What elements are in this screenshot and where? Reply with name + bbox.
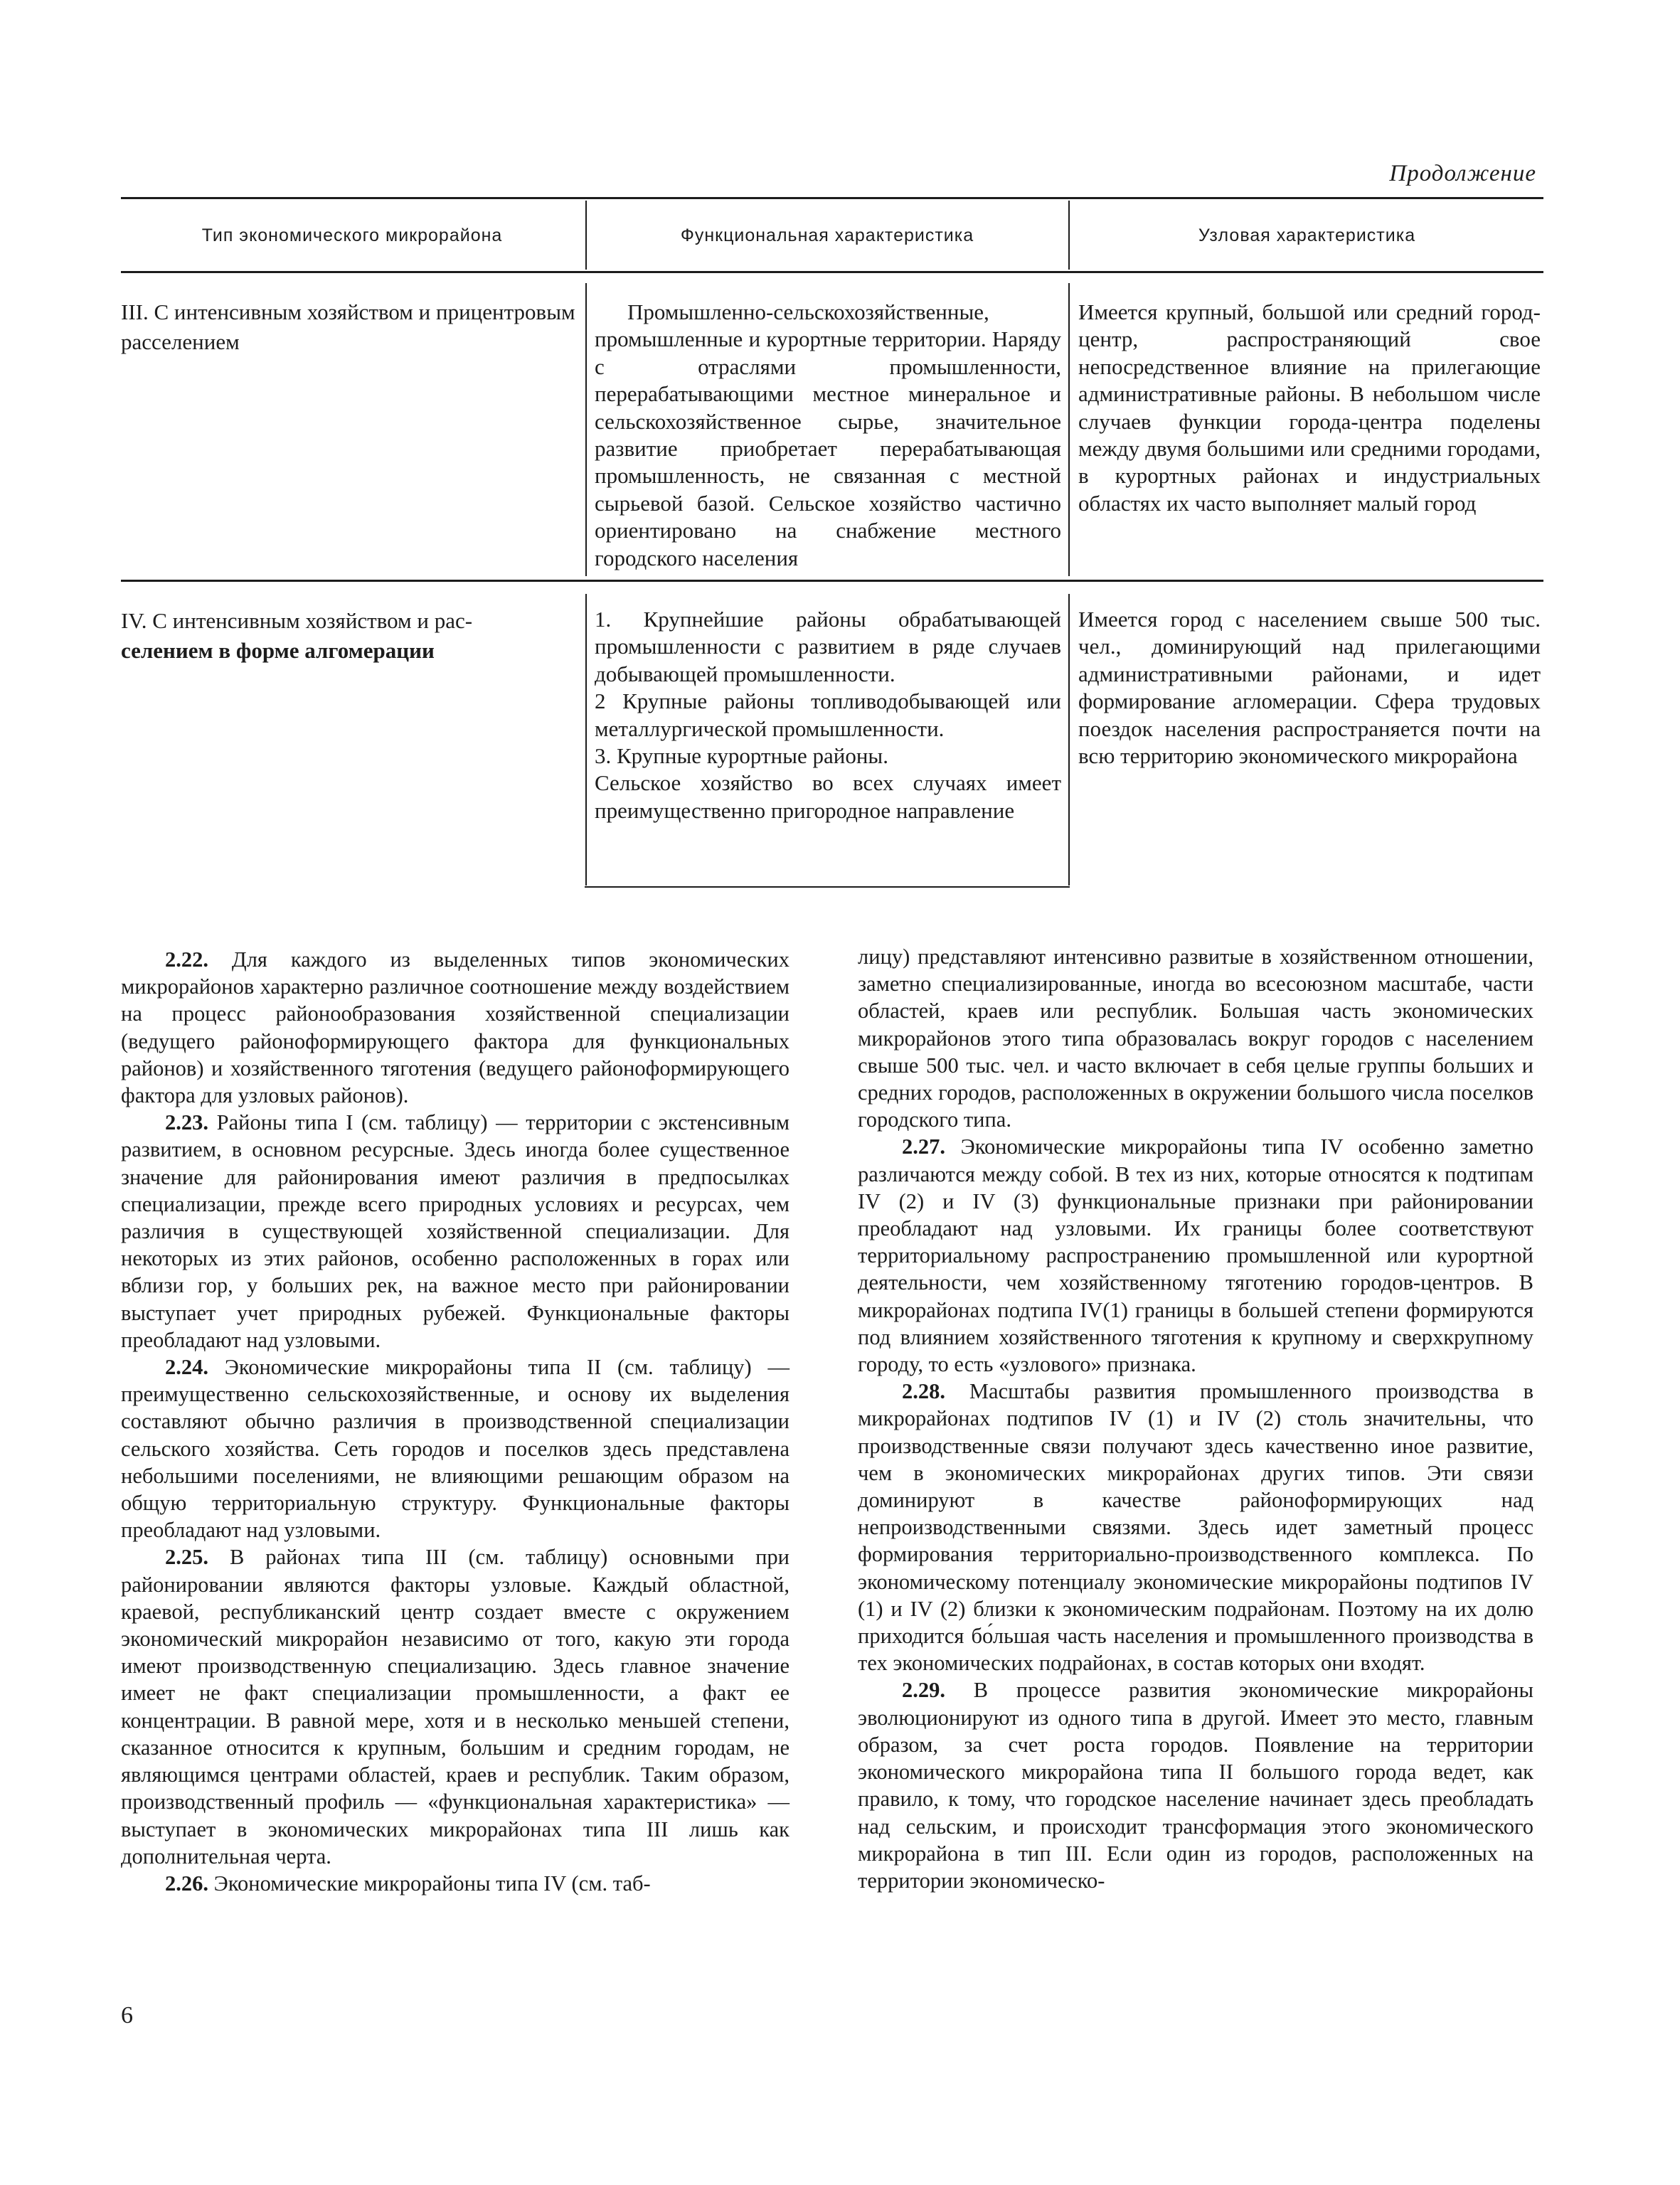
paragraph: 2.26. Экономические микрорайоны типа IV (см. таб- xyxy=(165,1871,651,1896)
table-row-nodal: Имеется город с населением свыше 500 тыс. чел., доминирующий над прилегающими административными районами, и идет формирование агломерации. Сфера трудовых поездок населения распространяется почти на всю территорию экономического микрорайона xyxy=(1078,607,1541,769)
table-column-divider xyxy=(1068,283,1070,576)
table-header-type: Тип экономического микрорайона xyxy=(201,225,503,245)
paragraph: 2.24. Экономические микрорайоны типа II (см. таблицу) — преимущественно сельскохозяйственные, и основу их выделения составляют обычно различия в производственной специализации сельского хозяйства. Сеть городов и поселков здесь представлена небольшими поселениями, не влияющими решающим образом на общую территориальную структуру. Функциональные факторы преобладают над узловыми. xyxy=(121,1355,790,1543)
table-row-functional xyxy=(595,606,1061,824)
list-item: 1. Крупнейшие районы обрабатывающей промышленности с развитием в ряде случаев добывающей промышленности. xyxy=(595,607,1061,686)
right-column xyxy=(858,943,1533,1894)
paragraph: 2.25. В районах типа III (см. таблицу) основными при районировании являются факторы узловые. Каждый областной, краевой, республиканский центр создает вместе с окружением экономический микрорайон независимо от того, какую эти города имеют производственную специализацию. Здесь главное значение имеет не факт специализации промышленности, а факт ее концентрации. В равной мере, хотя и в несколько меньшей степени, сказанное относится к крупным, большим и средним городам, не являющимся центрами областей, краев и республик. Таким образом, производственный профиль — «функциональная характеристика» — выступает в экономических микрорайонах типа III лишь как дополнительная черта. xyxy=(121,1545,790,1868)
table-row-type: III. С интенсивным хозяйством и прицентровым расселением xyxy=(121,299,575,354)
left-column xyxy=(121,946,790,1897)
paragraph: 2.22. Для каждого из выделенных типов экономических микрорайонов характерно различное соотношение между воздействием на процесс районообразования хозяйственной специализации (ведущего районоформирующего фактора для функциональных районов) и хозяйственного тяготения (ведущего районоформирующего фактора для узловых районов). xyxy=(121,947,790,1108)
list-item: 3. Крупные курортные районы. xyxy=(595,743,888,769)
table-column-divider xyxy=(585,201,587,270)
paragraph: 2.28. Масштабы развития промышленного производства в микрорайонах подтипов IV (1) и IV (2) столь значительны, что производственные связи получают здесь качественно иное развитие, чем в экономических микрорайонах других типов. Эти связи доминируют в качестве районоформирующих над непроизводственными связями. Здесь идет заметный процесс формирования территориально-производственного комплекса. По экономическому потенциалу экономические микрорайоны подтипов IV (1) и IV (2) близки к экономическим подрайонам. Поэтому на их долю приходится бо́льшая часть населения и промышленного производства в тех экономических подрайонах, в состав которых они входят. xyxy=(858,1379,1534,1676)
table-row-type: IV. С интенсивным хозяйством и рас- селением в форме алгомерации xyxy=(121,608,473,663)
table-bottom-rule xyxy=(585,886,1070,888)
table-row-nodal: Имеется крупный, большой или средний город-центр, распространяющий свое непосредственное влияние на прилегающие административные районы. В небольшом числе случаев функции города-центра поделены между двумя большими или средними городами, в курортных районах и индустриальных областях их часто выполняет малый город xyxy=(1078,299,1541,516)
continued-label: Продолжение xyxy=(1389,161,1536,186)
table-column-divider xyxy=(1068,201,1070,270)
list-item: Сельское хозяйство во всех случаях имеет преимущественно пригородное направление xyxy=(595,770,1061,823)
page-number: 6 xyxy=(121,2002,133,2029)
table-row-separator xyxy=(121,580,1543,582)
table-row-functional: Промышленно-сельскохозяйственные, промышленные и курортные территории. Наряду с отраслями промышленности, перерабатывающими местное минеральное и сельскохозяйственное сырье, значительное развитие приобретает перерабатывающая промышленность, не связанная с местной сырьевой базой. Сельское хозяйство частично ориентировано на снабжение местного городского населения xyxy=(595,299,1061,570)
table-header-rule xyxy=(121,271,1543,273)
list-item: 2 Крупные районы топливодобывающей или металлургической промышленности. xyxy=(595,689,1061,741)
table-header-functional: Функциональная характеристика xyxy=(680,225,974,245)
table-column-divider xyxy=(1068,594,1070,886)
paragraph: 2.29. В процессе развития экономические микрорайоны эволюционируют из одного типа в другой. Имеет это место, главным образом, за счет роста городов. Появление на территории экономического микрорайона типа II большого города ведет, как правило, к тому, что городское население начинает здесь преобладать над сельским, и происходит трансформация этого экономического микрорайона в тип III. Если один из городов, расположенных на территории экономическо- xyxy=(858,1678,1534,1893)
table-column-divider xyxy=(585,283,587,576)
table-column-divider xyxy=(585,594,587,886)
paragraph: 2.27. Экономические микрорайоны типа IV особенно заметно различаются между собой. В тех из них, которые относятся к подтипам IV (2) и IV (3) функциональные признаки при районировании преобладают над узловыми. Их границы более соответствуют территориальному распространению промышленной или курортной деятельности, чем хозяйственному тяготению городов-центров. В микрорайонах подтипа IV(1) границы в большей степени формируются под влиянием хозяйственного тяготения к крупному и сверхкрупному городу, то есть «узлового» признака. xyxy=(858,1134,1533,1377)
table-header-nodal: Узловая характеристика xyxy=(1198,225,1416,245)
table-top-rule xyxy=(121,197,1543,199)
paragraph: лицу) представляют интенсивно развитые в хозяйственном отношении, заметно специализированные, иногда во всесоюзном масштабе, части областей, краев или республик. Большая часть экономических микрорайонов этого типа образовалась вокруг городов с населением свыше 500 тыс. чел. и часто включает в себя целые группы больших и средних городов, расположенных в окружении большого числа поселков городского типа. xyxy=(858,945,1533,1132)
paragraph: 2.23. Районы типа I (см. таблицу) — территории с экстенсивным развитием, в основном ресурсные. Здесь иногда более существенное значение для районирования имеют различия в предпосылках специализации, прежде всего природных условиях и ресурсах, чем различия в существующей хозяйственной специализации. Для некоторых из этих районов, особенно расположенных в горах или вблизи гор, у больших рек, на важное место при районировании выступает учет природных рубежей. Функциональные факторы преобладают над узловыми. xyxy=(121,1110,790,1352)
